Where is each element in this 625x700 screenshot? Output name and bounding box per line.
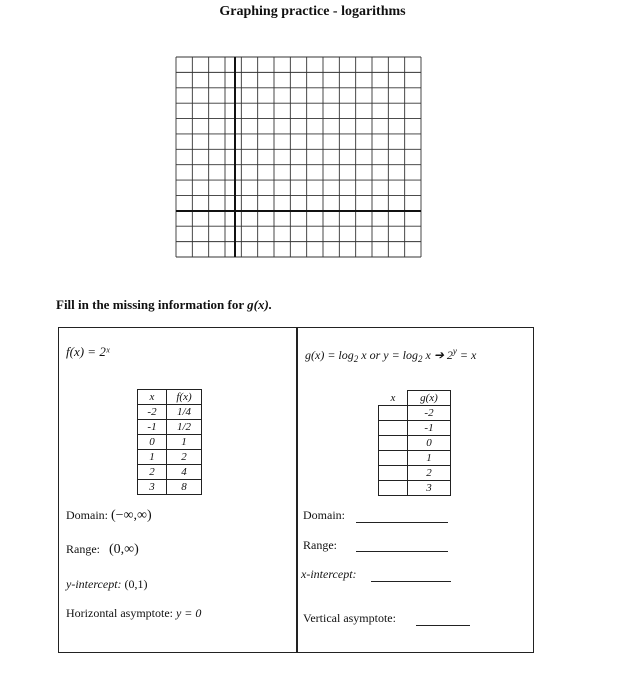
f-y-intercept: y-intercept: (0,1)	[66, 577, 148, 591]
f-range: Range: (0,∞)	[66, 542, 139, 557]
g-value-table	[378, 390, 451, 496]
exponent-y: y	[452, 346, 457, 356]
table-row: 3 8	[138, 480, 202, 495]
table-row: -1 1/2	[138, 420, 202, 435]
g-x-intercept-blank[interactable]	[371, 581, 451, 582]
g-range-label: Range:	[303, 538, 337, 552]
g-table-blank-cell[interactable]	[379, 451, 408, 466]
g-domain-blank[interactable]	[356, 522, 448, 523]
g-vertical-asymptote-label: Vertical asymptote:	[303, 611, 396, 625]
instruction	[56, 297, 272, 313]
table-row: -2 1/4	[138, 405, 202, 420]
g-function-title: $g(x) = \log_2 x$ or $y = \log_2 x$ ➔ $2^y = x$	[305, 346, 477, 364]
table-row: 0	[379, 436, 451, 451]
g-table-blank-cell[interactable]	[379, 481, 408, 496]
f-horizontal-asymptote: Horizontal asymptote: y = 0	[66, 606, 202, 620]
g-range-blank[interactable]	[356, 551, 448, 552]
g-vertical-asymptote-blank[interactable]	[416, 625, 470, 626]
table-row: 2 4	[138, 465, 202, 480]
table-row: 0 1	[138, 435, 202, 450]
instruction-function: g(x).	[247, 297, 273, 312]
table-row: -1	[379, 421, 451, 436]
g-table-blank-cell[interactable]	[379, 436, 408, 451]
f-table-header-fx: f(x)	[167, 390, 202, 405]
instruction-text: Fill in the missing information for	[56, 297, 248, 312]
table-row: 1	[379, 451, 451, 466]
f-domain: Domain: (−∞,∞)	[66, 508, 152, 523]
g-table-blank-cell[interactable]	[379, 421, 408, 436]
f-table-header-x: x	[138, 390, 167, 405]
g-table-header-x: x	[379, 391, 408, 406]
graph-grid	[174, 54, 424, 260]
g-table-blank-cell[interactable]	[379, 466, 408, 481]
log-base-2: 2	[418, 354, 423, 364]
log-base-1: 2	[353, 354, 359, 364]
g-table-blank-cell[interactable]	[379, 406, 408, 421]
table-row: 3	[379, 481, 451, 496]
f-value-table	[137, 389, 202, 495]
g-x-intercept-label: x-intercept:	[301, 567, 357, 581]
f-function-title: f(x) = 2ˣ	[66, 344, 110, 359]
g-domain-label: Domain:	[303, 508, 345, 522]
g-table-header-gx: g(x)	[408, 391, 451, 406]
page-title: Graphing practice - logarithms	[219, 4, 406, 19]
table-row: 2	[379, 466, 451, 481]
table-row: -2	[379, 406, 451, 421]
panel-divider	[296, 327, 298, 653]
table-row: 1 2	[138, 450, 202, 465]
